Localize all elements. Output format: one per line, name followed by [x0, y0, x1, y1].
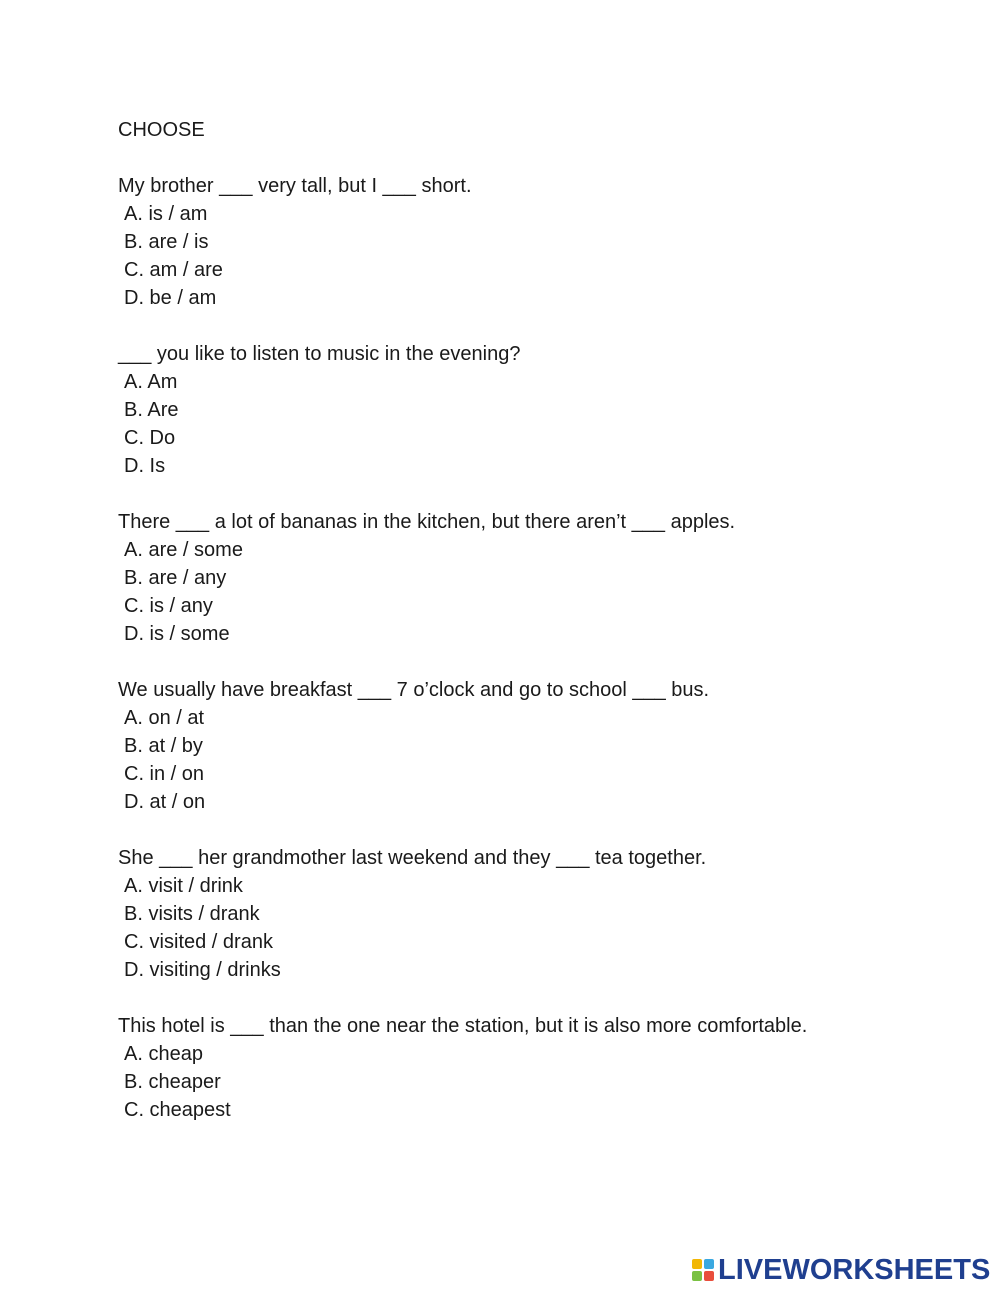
answer-option-b[interactable]: B. are / is [124, 231, 209, 253]
answer-option-a[interactable]: A. are / some [124, 539, 243, 561]
answer-option-c[interactable]: C. is / any [124, 595, 213, 617]
question-1 [118, 172, 918, 312]
question-stem: She ___ her grandmother last weekend and they ___ tea together. [118, 847, 707, 869]
answer-option-b[interactable]: B. visits / drank [124, 903, 260, 925]
answer-option-b[interactable]: B. are / any [124, 567, 227, 589]
answer-option-a[interactable]: A. Am [124, 371, 178, 393]
question-stem: This hotel is ___ than the one near the station, but it is also more comfortable. [118, 1015, 808, 1037]
question-6 [118, 1012, 918, 1124]
answer-option-d[interactable]: D. Is [124, 455, 166, 477]
worksheet [118, 116, 918, 1152]
question-stem: We usually have breakfast ___ 7 o’clock and go to school ___ bus. [118, 679, 710, 701]
worksheet-heading: CHOOSE [118, 119, 205, 141]
question-3 [118, 508, 918, 648]
answer-option-a[interactable]: A. visit / drink [124, 875, 243, 897]
answer-option-a[interactable]: A. is / am [124, 203, 208, 225]
question-2 [118, 340, 918, 480]
answer-option-c[interactable]: C. visited / drank [124, 931, 273, 953]
answer-option-d[interactable]: D. is / some [124, 623, 230, 645]
answer-option-c[interactable]: C. am / are [124, 259, 223, 281]
liveworksheets-logo [692, 1254, 990, 1286]
answer-option-d[interactable]: D. visiting / drinks [124, 959, 281, 981]
answer-option-b[interactable]: B. cheaper [124, 1071, 221, 1093]
answer-option-d[interactable]: D. be / am [124, 287, 217, 309]
logo-tile [692, 1259, 702, 1269]
answer-option-a[interactable]: A. cheap [124, 1043, 203, 1065]
question-stem: My brother ___ very tall, but I ___ short. [118, 175, 472, 197]
answer-option-b[interactable]: B. Are [124, 399, 179, 421]
answer-option-d[interactable]: D. at / on [124, 791, 206, 813]
question-stem: ___ you like to listen to music in the evening? [118, 343, 521, 365]
answer-option-c[interactable]: C. Do [124, 427, 176, 449]
logo-tile [692, 1271, 702, 1281]
question-4 [118, 676, 918, 816]
answer-option-c[interactable]: C. in / on [124, 763, 205, 785]
question-5 [118, 844, 918, 984]
question-stem: There ___ a lot of bananas in the kitchen, but there aren’t ___ apples. [118, 511, 736, 533]
logo-tile [704, 1271, 714, 1281]
answer-option-a[interactable]: A. on / at [124, 707, 205, 729]
answer-option-b[interactable]: B. at / by [124, 735, 203, 757]
logo-tile [704, 1259, 714, 1269]
answer-option-c[interactable]: C. cheapest [124, 1099, 231, 1121]
logo-wordmark: LIVEWORKSHEETS [718, 1254, 991, 1286]
liveworksheets-logo-icon [692, 1259, 714, 1281]
